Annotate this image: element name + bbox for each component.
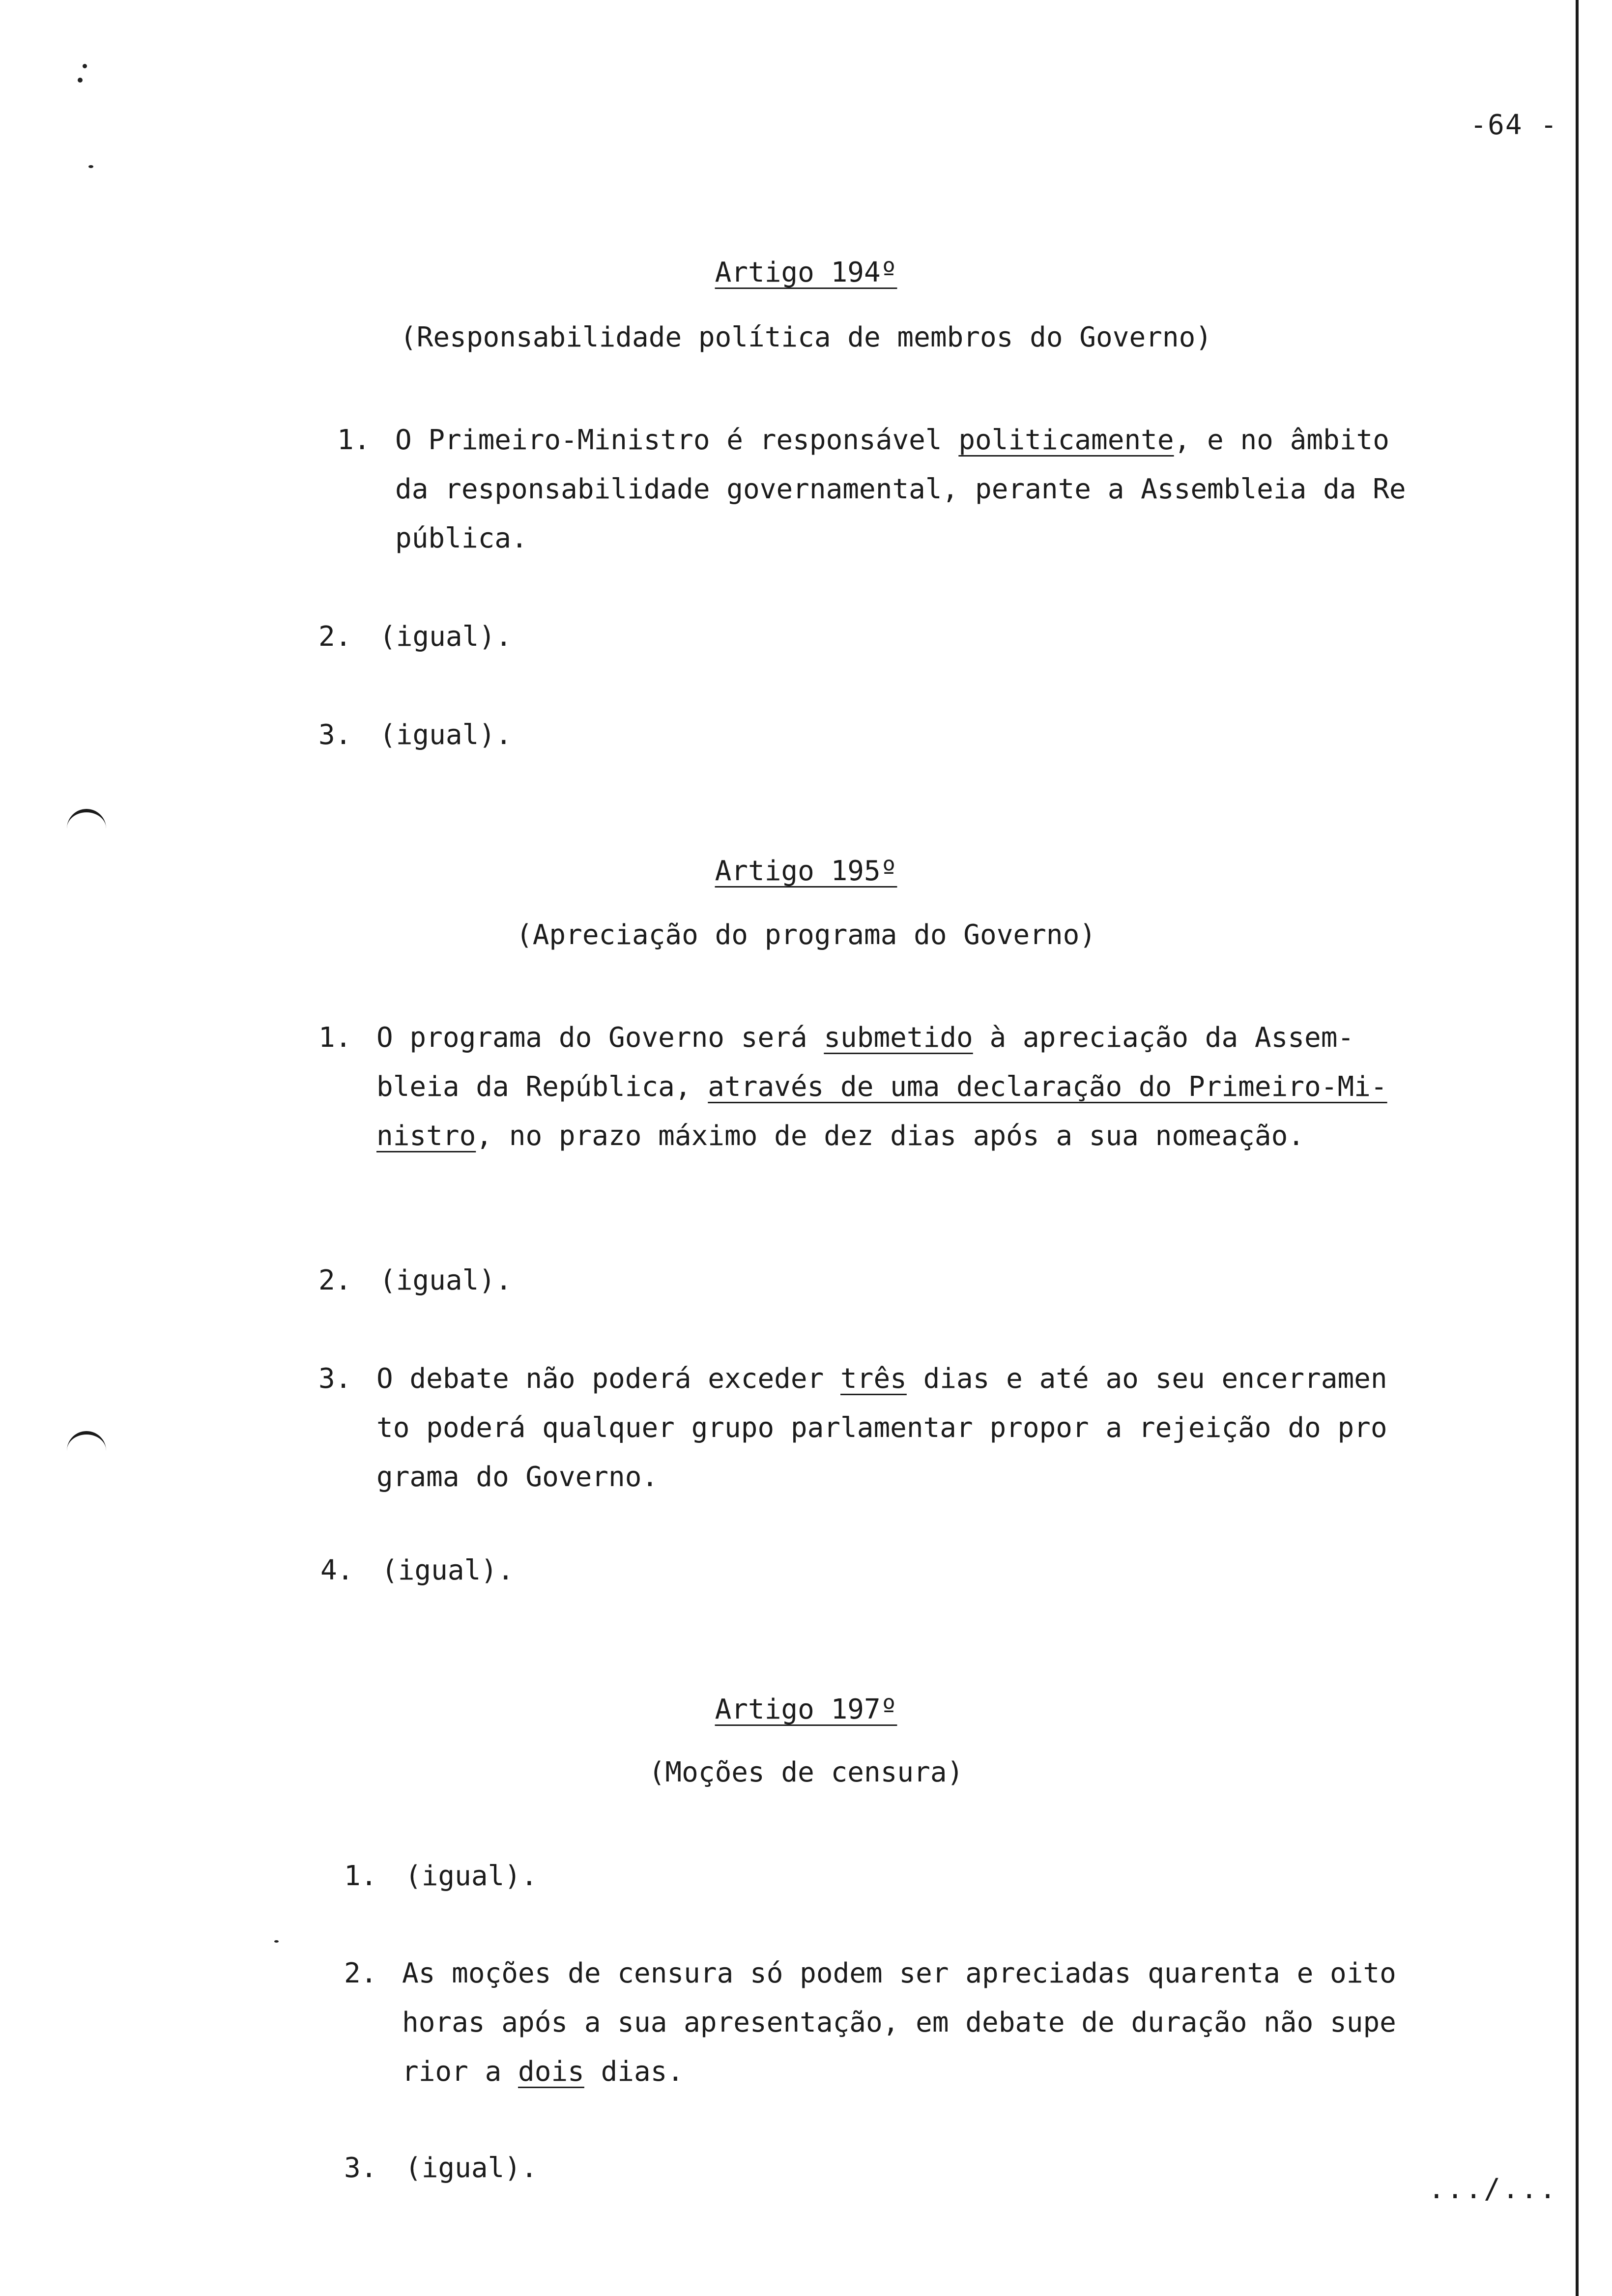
- underlined-phrase: nistro: [376, 1120, 476, 1152]
- article-subtitle: (Responsabilidade política de membros do Governo): [400, 321, 1212, 353]
- underlined-phrase: três: [840, 1363, 907, 1395]
- article-title: [0, 855, 1612, 887]
- item-line: O Primeiro-Ministro é responsável politicamente, e no âmbito: [395, 424, 1389, 456]
- item-body: [376, 1013, 1387, 1161]
- item-line: da responsabilidade governamental, perante a Assembleia da Re: [395, 473, 1406, 505]
- item-body: (igual).: [379, 719, 512, 751]
- article-subtitle: (Apreciação do programa do Governo): [516, 919, 1096, 951]
- item-number: 1.: [337, 424, 371, 456]
- item-number: 3.: [318, 719, 352, 751]
- scan-speck: [88, 165, 93, 168]
- item-body: (igual).: [381, 1554, 514, 1586]
- article-title-text: Artigo 195º: [715, 855, 897, 887]
- article-title-text: Artigo 194º: [715, 257, 897, 288]
- underlined-phrase: politicamente: [958, 424, 1174, 456]
- hole-punch-mark: [67, 809, 106, 832]
- item-line: O programa do Governo será submetido à apreciação da Assem-: [376, 1022, 1354, 1054]
- item-body: (igual).: [379, 1264, 512, 1296]
- underlined-phrase: submetido: [824, 1022, 973, 1054]
- item-body: [402, 1949, 1396, 2096]
- underlined-phrase: através de uma declaração do Primeiro-Mi-: [708, 1071, 1387, 1103]
- item-number: 1.: [318, 1022, 352, 1054]
- item-line: horas após a sua apresentação, em debate de duração não supe: [402, 2007, 1396, 2038]
- item-line: As moções de censura só podem ser apreciadas quarenta e oito: [402, 1957, 1396, 1989]
- item-line: nistro, no prazo máximo de dez dias após a sua nomeação.: [376, 1120, 1305, 1152]
- item-line: rior a dois dias.: [402, 2056, 684, 2088]
- item-line: bleia da República, através de uma declaração do Primeiro-Mi-: [376, 1071, 1387, 1103]
- article-title: [0, 1693, 1612, 1725]
- item-body: (igual).: [405, 1860, 538, 1892]
- item-number: 3.: [318, 1363, 352, 1395]
- item-body: (igual).: [405, 2152, 538, 2184]
- item-line: grama do Governo.: [376, 1461, 659, 1493]
- item-line: to poderá qualquer grupo parlamentar propor a rejeição do pro: [376, 1412, 1387, 1444]
- item-number: 3.: [344, 2152, 377, 2184]
- item-body: [376, 1354, 1387, 1502]
- item-line: pública.: [395, 522, 528, 554]
- item-number: 4.: [320, 1554, 354, 1586]
- scan-speck: [274, 1940, 279, 1943]
- article-subtitle: (Moções de censura): [648, 1756, 964, 1788]
- item-number: 2.: [318, 1264, 352, 1296]
- underlined-phrase: dois: [518, 2056, 584, 2088]
- item-body: [395, 416, 1406, 563]
- item-number: 1.: [344, 1860, 377, 1892]
- item-line: O debate não poderá exceder três dias e até ao seu encerramen: [376, 1363, 1387, 1395]
- article-title: [0, 257, 1612, 288]
- page-number: -64 -: [1470, 109, 1558, 141]
- article-title-text: Artigo 197º: [715, 1693, 897, 1725]
- item-number: 2.: [344, 1957, 377, 1989]
- hole-punch-mark: [67, 1431, 106, 1454]
- continuation-mark: .../...: [1428, 2173, 1558, 2205]
- item-number: 2.: [318, 621, 352, 653]
- scan-speck: [78, 78, 83, 83]
- item-body: (igual).: [379, 621, 512, 653]
- scan-speck: [83, 64, 87, 68]
